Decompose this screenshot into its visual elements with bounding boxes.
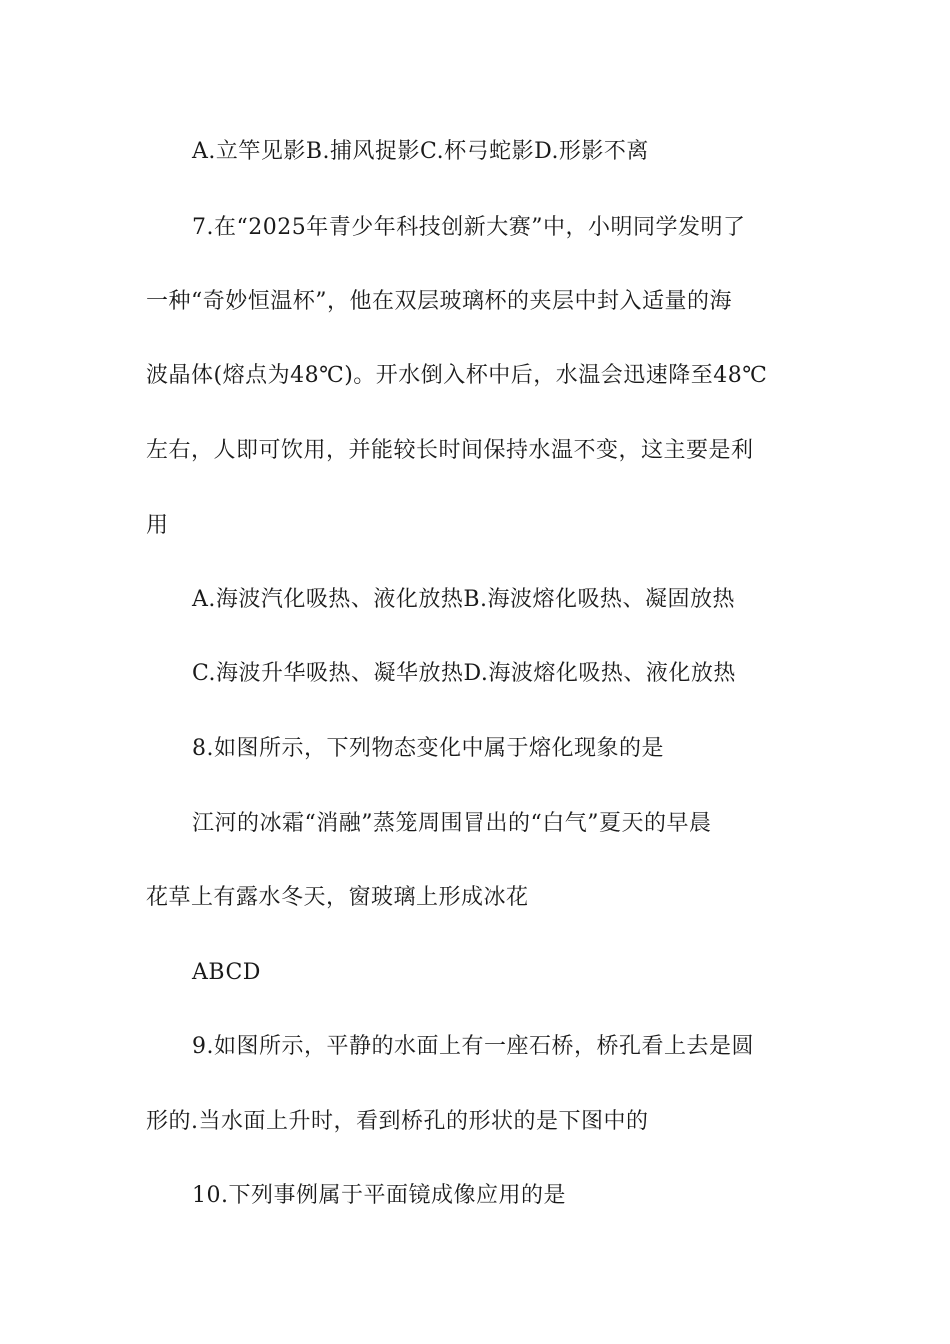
q7-stem-line-4: 左右，人即可饮用，并能较长时间保持水温不变，这主要是利 xyxy=(146,438,754,463)
q7-stem-line-3: 波晶体(熔点为48℃)。开水倒入杯中后，水温会迅速降至48℃ xyxy=(146,363,768,388)
q6-options: A.立竿见影B.捕风捉影C.杯弓蛇影D.形影不离 xyxy=(192,139,649,164)
q8-captions-line-2: 花草上有露水冬天，窗玻璃上形成冰花 xyxy=(146,885,529,910)
q9-stem-line-2: 形的.当水面上升时，看到桥孔的形状的是下图中的 xyxy=(146,1109,649,1134)
q7-stem-line-5: 用 xyxy=(146,513,169,538)
q8-captions-line-1: 江河的冰霜“消融”蒸笼周围冒出的“白气”夏天的早晨 xyxy=(192,811,712,836)
q10-stem: 10.下列事例属于平面镜成像应用的是 xyxy=(192,1183,566,1208)
q7-options-ab: A.海波汽化吸热、液化放热B.海波熔化吸热、凝固放热 xyxy=(192,587,736,612)
q7-options-cd: C.海波升华吸热、凝华放热D.海波熔化吸热、液化放热 xyxy=(192,661,736,686)
q7-stem-line-1: 7.在“2025年青少年科技创新大赛”中，小明同学发明了 xyxy=(192,215,746,240)
q7-stem-line-2: 一种“奇妙恒温杯”，他在双层玻璃杯的夹层中封入适量的海 xyxy=(146,289,732,314)
q9-stem-line-1: 9.如图所示，平静的水面上有一座石桥，桥孔看上去是圆 xyxy=(192,1034,754,1059)
q8-stem: 8.如图所示，下列物态变化中属于熔化现象的是 xyxy=(192,736,664,761)
q8-option-letters: ABCD xyxy=(192,960,261,985)
